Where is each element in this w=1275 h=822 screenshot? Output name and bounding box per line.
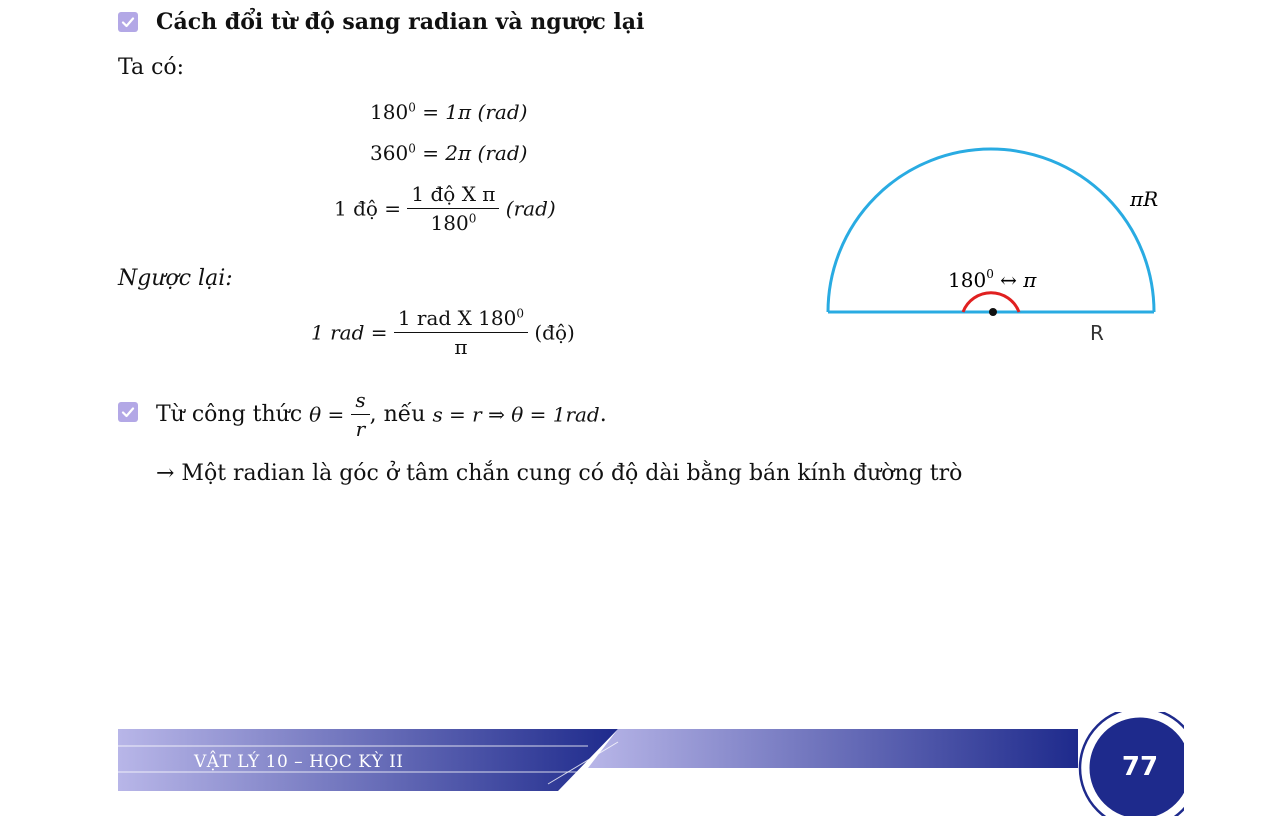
- angle-label-rest: ↔ π: [993, 268, 1037, 292]
- angle-label-sup: 0: [986, 267, 994, 281]
- formula-mid: , nếu: [369, 402, 426, 427]
- section-heading: Cách đổi từ độ sang radian và ngược lại: [156, 9, 645, 35]
- eq4-num-sup: 0: [516, 306, 524, 321]
- intro-text: Ta có:: [118, 55, 185, 80]
- footer-band-right: [588, 729, 1078, 768]
- radian-diagram: [820, 140, 1180, 350]
- eq3-fraction: [407, 182, 499, 235]
- equation-180-deg: [370, 100, 527, 124]
- formula-condition: s = r ⇒ θ = 1rad: [432, 402, 600, 427]
- equation-360-deg: [370, 141, 527, 165]
- eq2-sup: 0: [408, 141, 416, 156]
- eq2-lhs: 360: [370, 141, 409, 165]
- page-circle-clip: [1184, 712, 1188, 816]
- eq3-denominator: [407, 209, 499, 235]
- eq3-den-base: 180: [430, 211, 469, 235]
- eq3-lhs: 1 độ =: [334, 196, 402, 221]
- formula-end: .: [599, 402, 607, 427]
- eq3-unit: (rad): [505, 196, 556, 221]
- eq4-denominator: π: [454, 335, 468, 359]
- radius-label: R: [1090, 321, 1104, 345]
- page-number: 77: [1121, 752, 1159, 782]
- eq4-unit: (độ): [534, 320, 575, 345]
- formula-prefix: Từ công thức: [156, 402, 303, 427]
- formula-denominator: r: [355, 417, 366, 441]
- angle-label-base: 180: [948, 268, 987, 292]
- eq2-rhs: = 2π (rad): [422, 141, 528, 165]
- formula-theta: θ =: [309, 402, 345, 427]
- angle-label: [948, 267, 1037, 292]
- eq4-lhs: 1 rad =: [311, 320, 388, 345]
- equation-one-radian: [311, 306, 575, 359]
- formula-line: [156, 388, 607, 441]
- eq1-lhs: 180: [370, 100, 409, 124]
- checkbox-icon: [118, 12, 138, 32]
- conclusion-text: → Một radian là góc ở tâm chắn cung có độ dài bằng bán kính đường trò: [156, 461, 963, 486]
- eq4-fraction: [394, 306, 528, 359]
- equation-one-degree: [334, 182, 556, 235]
- formula-numerator: s: [351, 388, 369, 415]
- checkbox-icon: [118, 402, 138, 422]
- center-point: [989, 308, 997, 316]
- eq1-sup: 0: [408, 100, 416, 115]
- arc-label: πR: [1130, 187, 1159, 211]
- reverse-label: Ngược lại:: [118, 266, 233, 291]
- eq3-numerator: 1 độ X π: [407, 182, 499, 209]
- eq4-numerator: [394, 306, 528, 333]
- eq4-num-base: 1 rad X 180: [397, 306, 517, 330]
- eq1-rhs: = 1π (rad): [422, 100, 528, 124]
- semicircle-arc: [828, 149, 1154, 312]
- formula-fraction: [351, 388, 369, 441]
- eq3-den-sup: 0: [468, 211, 477, 226]
- footer-label: VẬT LÝ 10 – HỌC KỲ II: [194, 752, 404, 772]
